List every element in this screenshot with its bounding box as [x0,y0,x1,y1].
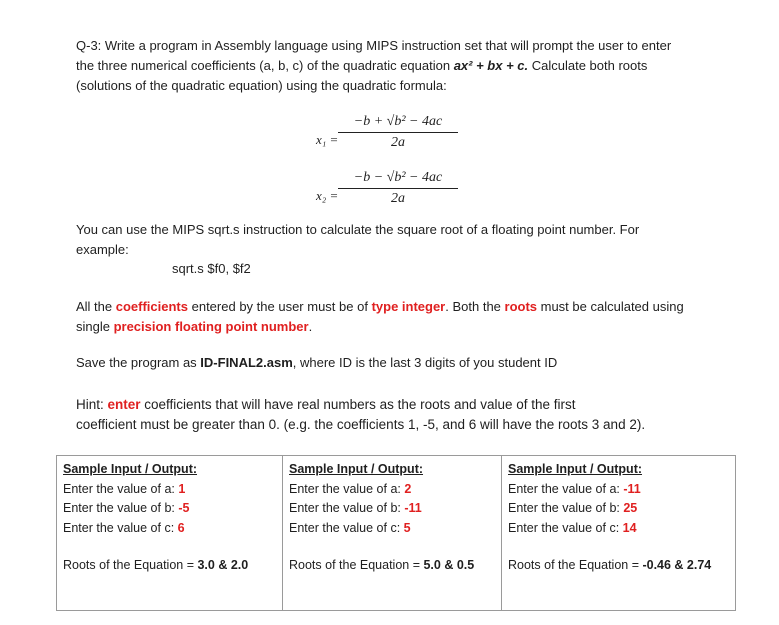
question-line-2-prefix: the three numerical coefficients (a, b, c) of the quadratic equation [76,58,454,73]
sample-3-b-line [508,499,729,519]
sample-1-a-value: 1 [178,481,186,496]
save-paragraph [76,353,726,373]
sample-1-roots-line [63,556,276,576]
sample-3-c-label: Enter the value of c: [508,520,623,535]
sample-2-roots-label: Roots of the Equation = [289,558,424,572]
sample-3-c-line [508,519,729,539]
sample-2-a-label: Enter the value of a: [289,481,405,496]
sample-1-spacer [63,538,276,556]
hint-text: coefficients that will have real numbers as the roots and value of the first [140,397,576,412]
sample-2-roots-value: 5.0 & 0.5 [423,558,475,572]
question-line-3: (solutions of the quadratic equation) using the quadratic formula: [76,78,447,93]
hint-paragraph [76,395,736,435]
sqrt-line-1: You can use the MIPS sqrt.s instruction to calculate the square root of a floating point number. For [76,222,640,237]
question-line-2-suffix: Calculate both roots [528,58,648,73]
coeff-text-5: single [76,319,114,334]
sample-1-b-label: Enter the value of b: [63,501,179,515]
sample-2-spacer [289,538,495,556]
save-text-1: Save the program as [76,355,201,370]
hint-label: Hint: [76,397,108,412]
sample-3-spacer [508,538,729,556]
sample-2-roots-line [289,556,495,576]
question-paragraph [76,36,716,96]
coeff-text-6: . [308,319,313,334]
sample-2-c-line [289,519,495,539]
formula-1-numerator: −b + √b² − 4ac [353,114,443,129]
sample-1-b-value: -5 [178,501,190,515]
sample-3-a-value: -11 [623,481,641,496]
sample-3-roots-line [508,556,729,576]
enter-highlight: enter [107,397,141,412]
coefficients-paragraph [76,297,726,337]
sample-cell-3 [502,456,736,611]
coeff-text-1: All the [76,299,116,314]
coefficients-line-2 [76,317,726,337]
formula-1-fraction-bar [338,132,458,133]
samples-row [57,456,736,611]
sample-2-c-value: 5 [403,520,411,535]
sample-2-c-label: Enter the value of c: [289,520,404,535]
sample-3-b-label: Enter the value of b: [508,501,624,515]
roots-highlight: roots [504,299,538,314]
sample-1-a-label: Enter the value of a: [63,481,179,496]
precision-highlight: precision floating point number [113,319,309,334]
sample-1-title: Sample Input / Output: [63,462,198,476]
sample-1-b-line [63,499,276,519]
coeff-text-3: . Both the [445,299,505,314]
samples-table [56,455,736,611]
sample-3-c-value: 14 [622,520,637,535]
sample-3-title: Sample Input / Output: [508,462,643,476]
sample-2-a-line [289,480,495,500]
hint-line-1 [76,395,736,415]
formula-1-fraction [338,114,458,151]
formula-2-lhs: x₂ = [316,188,339,203]
sample-cell-2 [283,456,502,611]
sample-2-b-line [289,499,495,519]
filename-bold: ID-FINAL2.asm [200,355,293,370]
coefficients-highlight: coefficients [115,299,188,314]
formula-2-denominator: 2a [391,191,405,206]
sample-3-a-line [508,480,729,500]
coeff-text-4: must be calculated using [537,299,684,314]
sample-3-b-value: 25 [623,501,638,515]
sample-1-c-label: Enter the value of c: [63,520,178,535]
sample-2-a-value: 2 [404,481,412,496]
sqrt-paragraph [76,220,716,260]
sample-2-b-label: Enter the value of b: [289,501,405,515]
type-integer-highlight: type integer [371,299,446,314]
save-text-2: , where ID is the last 3 digits of you student ID [292,355,558,370]
formula-2-fraction [338,170,458,207]
sqrt-line-2: example: [76,242,129,257]
sqrt-example-code: sqrt.s $f0, $f2 [172,261,251,276]
sample-2-title: Sample Input / Output: [289,462,424,476]
sample-3-a-label: Enter the value of a: [508,481,624,496]
formula-1-denominator: 2a [391,135,405,150]
coefficients-line-1 [76,297,726,317]
sample-1-a-line [63,480,276,500]
quadratic-expression: ax² + bx + c. [453,58,529,73]
hint-line-2: coefficient must be greater than 0. (e.g. the coefficients 1, -5, and 6 will have the roots 3 and 2). [76,417,646,432]
sample-3-roots-label: Roots of the Equation = [508,558,643,572]
formula-2-fraction-bar [338,188,458,189]
formula-2-numerator: −b − √b² − 4ac [353,170,443,185]
sample-1-c-value: 6 [177,520,185,535]
sample-3-roots-value: -0.46 & 2.74 [642,558,712,572]
question-line-2 [76,56,716,76]
sample-1-roots-label: Roots of the Equation = [63,558,198,572]
sample-2-b-value: -11 [404,501,422,515]
question-line-1: Q-3: Write a program in Assembly language using MIPS instruction set that will prompt the user to enter [76,38,672,53]
coeff-text-2: entered by the user must be of [188,299,372,314]
sample-1-c-line [63,519,276,539]
sample-cell-1 [57,456,283,611]
sample-1-roots-value: 3.0 & 2.0 [197,558,249,572]
formula-1-lhs: x₁ = [316,132,339,147]
